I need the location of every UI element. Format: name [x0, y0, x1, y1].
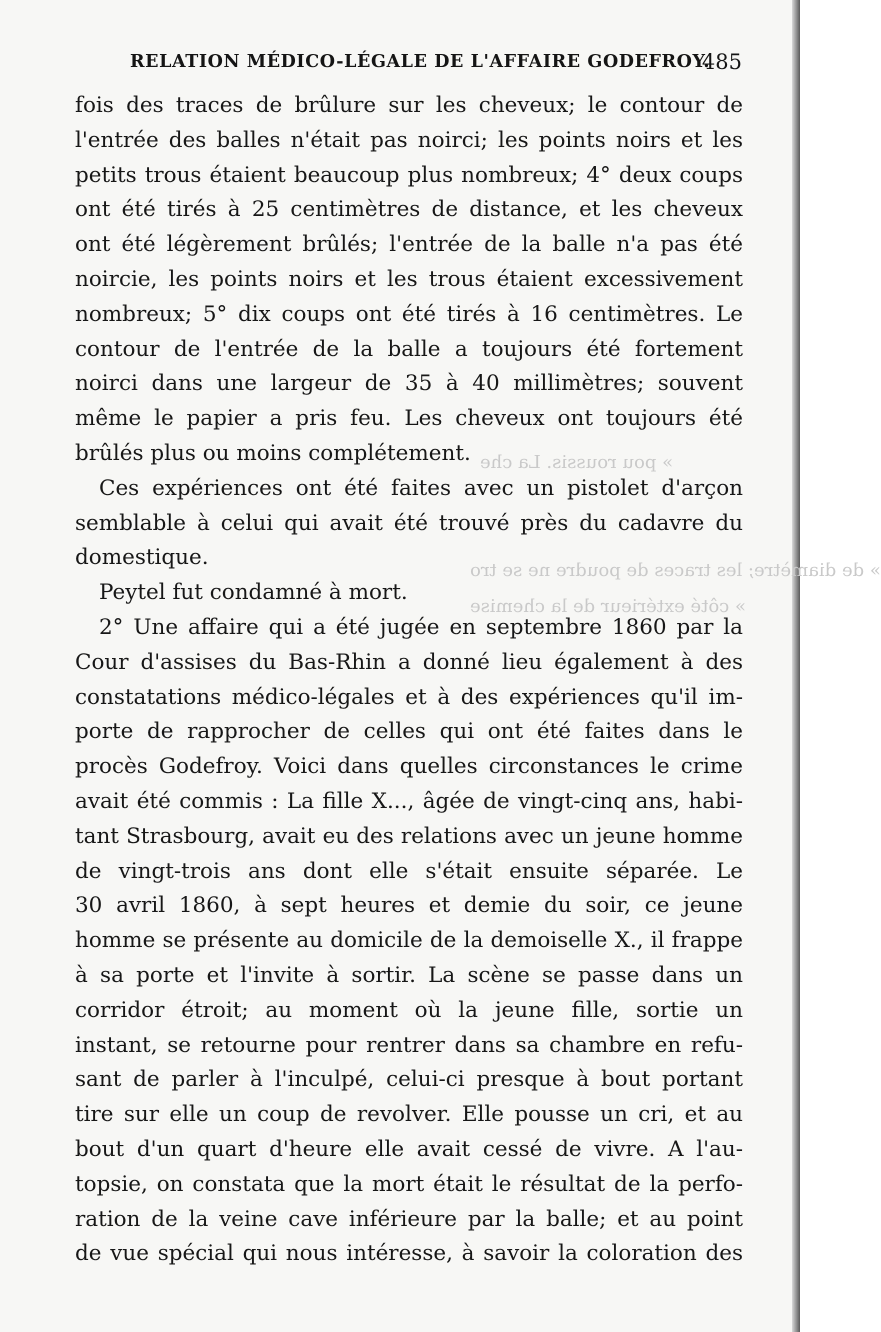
text-line: brûlés plus ou moins complétement.	[75, 440, 471, 466]
text-line: de vue spécial qui nous intéresse, à savoir la coloration des	[75, 1241, 743, 1267]
text-line: l'entrée des balles n'était pas noirci; les points noirs et les	[75, 127, 743, 153]
bleed-through-mark: » côté extérieur de la chemise	[470, 596, 747, 617]
bleed-through-mark: » pou roussis. La che	[480, 452, 674, 473]
text-line: nombreux; 5° dix coups ont été tirés à 16 centimètres. Le	[75, 301, 743, 327]
text-line: topsie, on constata que la mort était le résultat de la perfo-	[75, 1171, 743, 1197]
text-line: sant de parler à l'inculpé, celui-ci presque à bout portant	[75, 1067, 743, 1093]
text-line: porte de rapprocher de celles qui ont été faites dans le	[75, 719, 743, 745]
text-line: bout d'un quart d'heure elle avait cessé de vivre. A l'au-	[75, 1136, 743, 1162]
text-line: ont été tirés à 25 centimètres de distance, et les cheveux	[75, 197, 743, 223]
page-edge-shadow	[792, 0, 800, 1332]
page-number: 485	[701, 50, 742, 74]
text-line: domestique.	[75, 545, 209, 571]
text-line: tant Strasbourg, avait eu des relations avec un jeune homme	[75, 823, 743, 849]
text-line: 30 avril 1860, à sept heures et demie du soir, ce jeune	[75, 893, 743, 919]
text-line: fois des traces de brûlure sur les cheveux; le contour de	[75, 93, 743, 118]
text-line: constatations médico-légales et à des expériences qu'il im-	[75, 684, 743, 710]
text-line: ont été légèrement brûlés; l'entrée de la balle n'a pas été	[75, 232, 743, 258]
text-line: Cour d'assises du Bas-Rhin a donné lieu également à des	[75, 649, 743, 675]
text-line: homme se présente au domicile de la demoiselle X., il frappe	[75, 928, 743, 954]
running-title: RELATION MÉDICO-LÉGALE DE L'AFFAIRE GODEFROY.	[130, 52, 711, 72]
body-text	[75, 89, 743, 1272]
text-line: ration de la veine cave inférieure par la balle; et au point	[75, 1206, 743, 1232]
text-line: procès Godefroy. Voici dans quelles circonstances le crime	[75, 754, 743, 780]
paragraph-first-line: Peytel fut condamné à mort.	[99, 580, 408, 606]
text-line: tire sur elle un coup de revolver. Elle pousse un cri, et au	[75, 1102, 743, 1128]
paragraph-first-line: 2° Une affaire qui a été jugée en septembre 1860 par la	[99, 614, 743, 640]
text-line: instant, se retourne pour rentrer dans sa chambre en refu-	[75, 1032, 743, 1058]
running-header	[130, 50, 742, 80]
text-line: semblable à celui qui avait été trouvé près du cadavre du	[75, 510, 743, 536]
text-line: même le papier a pris feu. Les cheveux ont toujours été	[75, 406, 743, 432]
text-line: de vingt-trois ans dont elle s'était ensuite séparée. Le	[75, 858, 743, 884]
text-line: contour de l'entrée de la balle a toujours été fortement	[75, 336, 743, 362]
text-line: avait été commis : La fille X..., âgée de vingt-cinq ans, habi-	[75, 788, 743, 814]
text-line: corridor étroit; au moment où la jeune fille, sortie un	[75, 997, 743, 1023]
text-line: à sa porte et l'invite à sortir. La scène se passe dans un	[75, 962, 743, 988]
text-line: petits trous étaient beaucoup plus nombreux; 4° deux coups	[75, 162, 743, 188]
paragraph-first-line: Ces expériences ont été faites avec un pistolet d'arçon	[99, 475, 743, 501]
bleed-through-mark: » de diamètre; les traces de poudre ne se tro	[470, 560, 881, 581]
text-line: noircie, les points noirs et les trous étaient excessivement	[75, 266, 743, 292]
text-line: noirci dans une largeur de 35 à 40 millimètres; souvent	[75, 371, 743, 397]
